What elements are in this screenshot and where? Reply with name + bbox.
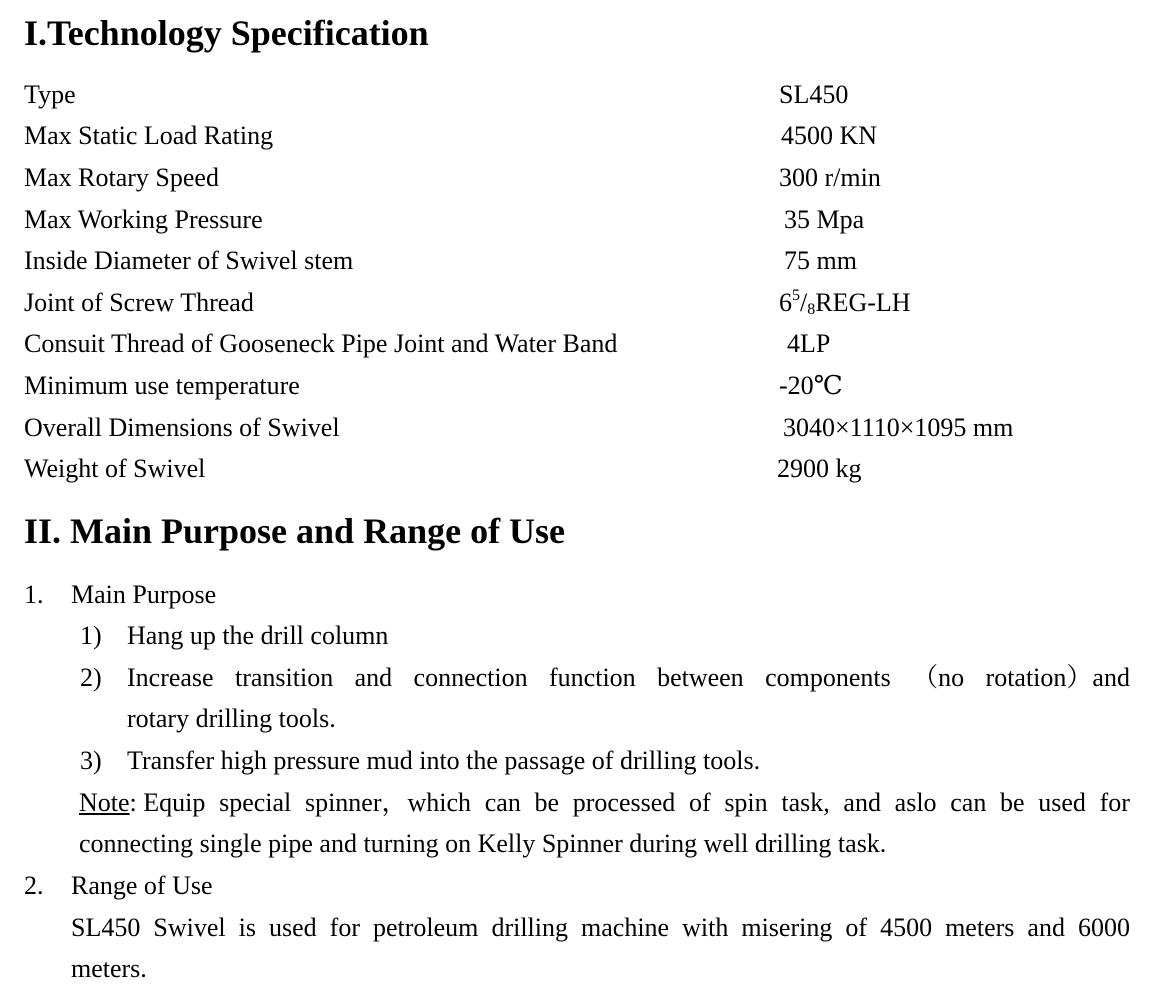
word: rotation）and	[985, 663, 1130, 692]
thread-size-numerator: 5	[792, 287, 800, 304]
word: 4500	[880, 913, 933, 942]
word: aslo	[894, 788, 937, 817]
spec-row	[0, 451, 1174, 487]
note-paragraph	[79, 785, 1130, 821]
spec-row	[0, 77, 1174, 113]
spec-value-thread	[779, 285, 911, 321]
word: between	[657, 663, 744, 692]
sublist-number: 2)	[80, 663, 102, 692]
thread-size-denominator: 8	[807, 301, 816, 318]
thread-type: REG-LH	[815, 288, 911, 317]
spec-value: 75 mm	[784, 246, 857, 275]
word: and	[843, 788, 881, 817]
word: processed	[572, 788, 676, 817]
word: with	[682, 913, 729, 942]
word: can	[950, 788, 987, 817]
list-number: 1.	[24, 580, 44, 609]
spec-value: 3040×1110×1095 mm	[783, 413, 1014, 442]
word: of	[845, 913, 868, 942]
note-lead	[79, 785, 205, 821]
word: used	[1038, 788, 1086, 817]
spec-row	[0, 326, 1174, 362]
spec-row	[0, 243, 1174, 279]
spec-row	[0, 285, 1174, 321]
word: function	[549, 663, 636, 692]
range-paragraph	[71, 910, 1130, 946]
word: meters	[945, 913, 1015, 942]
spec-row	[0, 160, 1174, 196]
word: Increase	[127, 663, 214, 692]
word: Swivel	[153, 913, 226, 942]
word: 6000	[1077, 913, 1130, 942]
word: drilling	[491, 913, 568, 942]
subsection-heading-main-purpose: Main Purpose	[71, 580, 217, 609]
spec-label: Inside Diameter of Swivel stem	[24, 246, 354, 275]
word: of	[688, 788, 711, 817]
word: transition	[235, 663, 334, 692]
spec-label: Max Static Load Rating	[24, 121, 274, 150]
word: special	[219, 788, 292, 817]
spec-row	[0, 202, 1174, 238]
spec-label: Consuit Thread of Gooseneck Pipe Joint and Water Band	[24, 329, 618, 358]
word: machine	[581, 913, 670, 942]
sublist-number: 3)	[80, 746, 102, 775]
spec-label: Weight of Swivel	[24, 454, 206, 483]
spec-label: Joint of Screw Thread	[24, 288, 254, 317]
spec-value: SL450	[779, 80, 849, 109]
thread-size-slash: /	[800, 288, 808, 317]
word: and	[354, 663, 393, 692]
list-number: 2.	[24, 871, 44, 900]
word: task,	[781, 788, 830, 817]
spec-value: 4500 KN	[781, 121, 878, 150]
word: used	[268, 913, 317, 942]
sublist-item-text	[127, 660, 1130, 696]
spec-value: 300 r/min	[779, 163, 881, 192]
spec-label: Type	[24, 80, 76, 109]
word: is	[238, 913, 256, 942]
spec-value: 35 Mpa	[784, 205, 865, 234]
word: for	[329, 913, 360, 942]
spec-label: Max Working Pressure	[24, 205, 263, 234]
spec-row	[0, 410, 1174, 446]
spec-row	[0, 118, 1174, 154]
sublist-number: 1)	[80, 621, 102, 650]
word: can	[484, 788, 521, 817]
word: and	[1027, 913, 1065, 942]
note-paragraph-continuation: connecting single pipe and turning on Kelly Spinner during well drilling task.	[79, 829, 887, 858]
section-2-title: II. Main Purpose and Range of Use	[24, 511, 566, 551]
word: components	[765, 663, 891, 692]
word: spinner，which	[304, 788, 472, 817]
spec-value: 2900 kg	[777, 454, 862, 483]
thread-size-base: 6	[779, 288, 792, 317]
word: spin	[724, 788, 768, 817]
section-1-title: I.Technology Specification	[24, 13, 429, 53]
word: connection	[413, 663, 528, 692]
word: be	[534, 788, 560, 817]
word: misering	[741, 913, 833, 942]
sublist-item-text: Transfer high pressure mud into the passage of drilling tools.	[127, 746, 761, 775]
spec-label: Max Rotary Speed	[24, 163, 219, 192]
subsection-heading-range-of-use: Range of Use	[71, 871, 213, 900]
spec-row	[0, 368, 1174, 404]
word: SL450	[71, 913, 141, 942]
word: be	[1000, 788, 1025, 817]
word: petroleum	[373, 913, 479, 942]
word: : Equip	[129, 788, 206, 817]
spec-label: Overall Dimensions of Swivel	[24, 413, 340, 442]
spec-value: 4LP	[787, 329, 831, 358]
word: for	[1099, 788, 1130, 817]
sublist-item-text-continuation: rotary drilling tools.	[127, 704, 336, 733]
spec-value: -20℃	[779, 371, 843, 400]
range-paragraph-continuation: meters.	[71, 954, 147, 983]
note-label: Note	[79, 788, 130, 817]
sublist-item-text: Hang up the drill column	[127, 621, 389, 650]
spec-label: Minimum use temperature	[24, 371, 300, 400]
word: （no	[912, 663, 965, 692]
